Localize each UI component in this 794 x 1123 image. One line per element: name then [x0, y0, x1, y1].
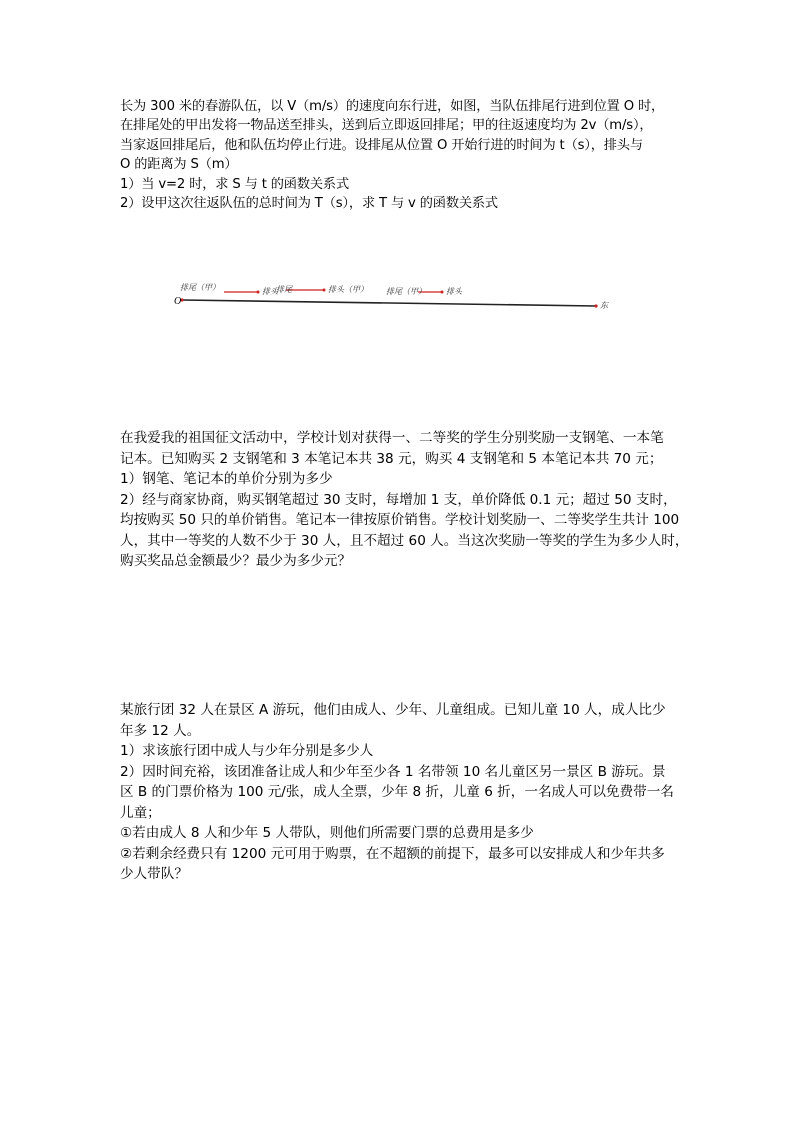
east-point — [594, 304, 597, 307]
march-diagram — [160, 270, 640, 320]
problem-3-subquestion-1: ①若由成人 8 人和少年 5 人带队，则他们所需要门票的总费用是多少 — [120, 825, 534, 841]
march-diagram-svg — [160, 270, 640, 320]
problem-1-question-2: 2）设甲这次往返队伍的总时间为 T（s），求 T 与 v 的函数关系式 — [120, 196, 498, 212]
problem-3-question-1: 1）求该旅行团中成人与少年分别是多少人 — [120, 743, 374, 759]
segment-1-head-label: 排头 — [262, 287, 278, 296]
problem-3-line: 儿童； — [120, 804, 161, 821]
problem-3-line: 某旅行团 32 人在景区 A 游玩，他们由成人、少年、儿童组成。已知儿童 10 人，成人比少 — [120, 702, 666, 718]
problem-2-line: 记本。已知购买 2 支钢笔和 3 本笔记本共 38 元，购买 4 支钢笔和 5 本笔记本共 70 元； — [120, 450, 663, 467]
segment-3-head-label: 排头 — [446, 287, 462, 296]
axis-line — [182, 300, 596, 306]
problem-3-line: 区 B 的门票价格为 100 元/张，成人全票，少年 8 折，儿童 6 折，一名成人可以免费带一名 — [120, 784, 674, 800]
problem-2 — [120, 428, 689, 572]
problem-3-line: 年多 12 人。 — [120, 722, 201, 739]
origin-label: O — [174, 296, 182, 307]
problem-2-question-1: 1）钢笔、笔记本的单价分别为多少 — [120, 471, 333, 487]
problem-2-line: 人，其中一等奖的人数不少于 30 人，且不超过 60 人。当这次奖励一等奖的学生为多少人时， — [120, 532, 689, 549]
segment-2-tail-label: 排尾 — [276, 285, 292, 294]
problem-3 — [120, 700, 680, 885]
troop-head-point-2 — [323, 289, 326, 292]
problem-2-line: 在我爱我的祖国征文活动中，学校计划对获得一、二等奖的学生分别奖励一支钢笔、一本笔 — [120, 430, 664, 446]
problem-3-subquestion-2: ②若剩余经费只有 1200 元可用于购票，在不超额的前提下，最多可以安排成人和少年共多 — [120, 845, 665, 862]
problem-2-question-2: 2）经与商家协商，购买钢笔超过 30 支时，每增加 1 支，单价降低 0.1 元；超过 50 支时， — [120, 491, 677, 508]
segment-1-tail-label: 排尾（甲） — [180, 283, 220, 292]
problem-3-question-2: 2）因时间充裕，该团准备让成人和少年至少各 1 名带领 10 名儿童区另一景区 B 游玩。景 — [120, 763, 666, 780]
segment-2-head-label: 排头（甲） — [328, 285, 368, 294]
troop-head-point-1 — [257, 291, 260, 294]
segment-3-tail-label: 排尾（甲） — [386, 287, 426, 296]
troop-head-point-3 — [441, 291, 444, 294]
problem-1-line: O 的距离为 S（m） — [120, 157, 238, 173]
problem-2-line: 购买奖品总金额最少？最少为多少元？ — [120, 553, 352, 569]
problem-1 — [120, 97, 680, 213]
problem-3-line: 少人带队？ — [120, 866, 188, 882]
problem-1-question-1: 1）当 v=2 时，求 S 与 t 的函数关系式 — [120, 176, 349, 192]
problem-1-line: 长为 300 米的春游队伍，以 V（m/s）的速度向东行进，如图，当队伍排尾行进到位置 O 时， — [120, 99, 665, 114]
problem-1-line: 当家返回排尾后，他和队伍均停止行进。设排尾从位置 O 开始行进的时间为 t（s），排头与 — [120, 137, 643, 153]
problem-1-line: 在排尾处的甲出发将一物品送至排头，送到后立即返回排尾；甲的往返速度均为 2v（m/s）， — [120, 118, 653, 134]
problem-2-line: 均按购买 50 只的单价销售。笔记本一律按原价销售。学校计划奖励一、二等奖学生共计 100 — [120, 512, 680, 528]
east-label: 东 — [600, 301, 608, 310]
